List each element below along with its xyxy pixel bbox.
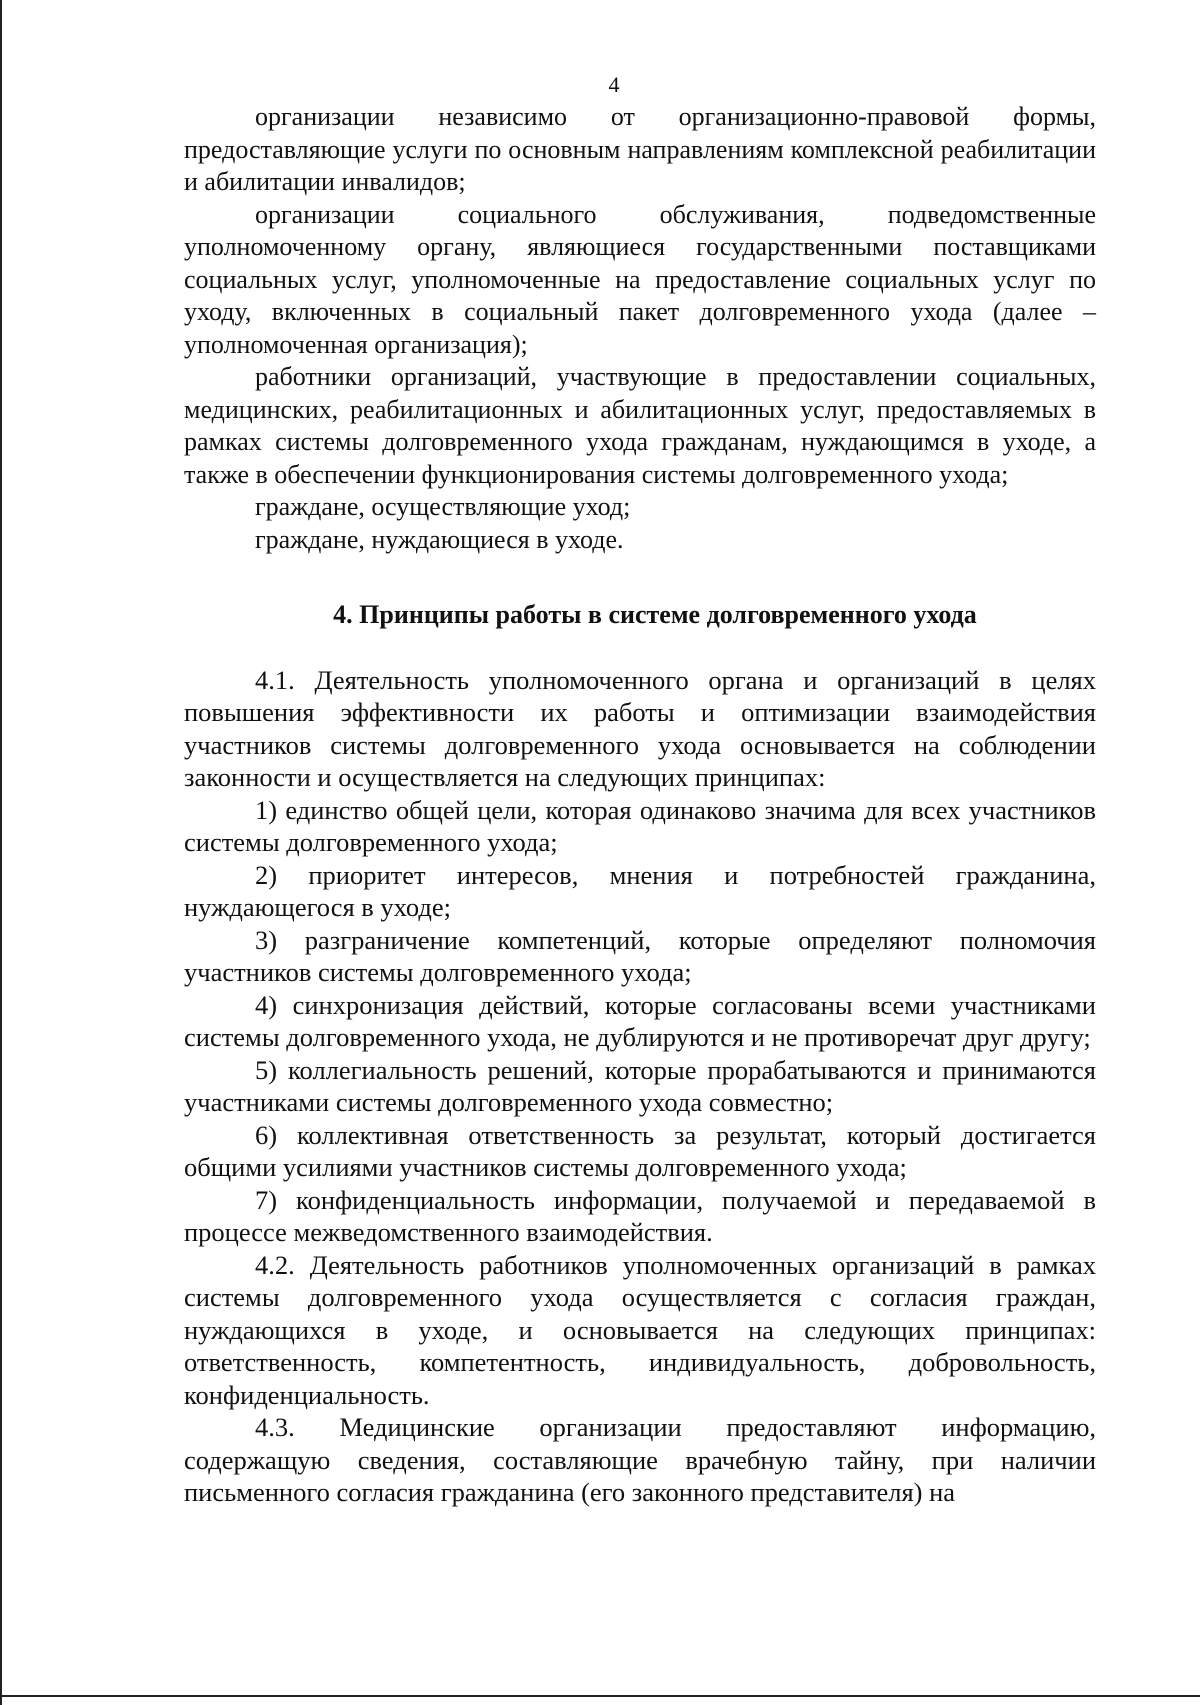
list-item: 7) конфиденциальность информации, получаемой и передаваемой в процессе межведомственного взаимодействия. — [184, 1184, 1096, 1247]
paragraph: организации социального обслуживания, подведомственные уполномоченному органу, являющиеся государственными поставщиками социальных услуг, уполномоченные на предоставление социальных услуг по уходу, включенных в социальный пакет долговременного ухода (далее – уполномоченная организация); — [184, 199, 1096, 359]
scan-edge-bottom — [0, 1695, 1200, 1697]
paragraph: 4.2. Деятельность работников уполномоченных организаций в рамках системы долговременного ухода осуществляется с согласия граждан, нуждающихся в уходе, и основывается на следующих принципах: ответственность, компетентность, индивидуальность, добровольность, конфиденциальность. — [184, 1249, 1096, 1410]
list-item: 1) единство общей цели, которая одинаково значима для всех участников системы долговременного ухода; — [184, 794, 1096, 857]
paragraph: граждане, осуществляющие уход; — [255, 492, 631, 521]
list-item: 5) коллегиальность решений, которые прорабатываются и принимаются участниками системы долговременного ухода совместно; — [184, 1054, 1096, 1117]
page-number: 4 — [608, 72, 620, 97]
list-item: 3) разграничение компетенций, которые определяют полномочия участников системы долговременного ухода; — [184, 924, 1096, 987]
document-body — [184, 101, 1096, 1509]
paragraph: работники организаций, участвующие в предоставлении социальных, медицинских, реабилитационных и абилитационных услуг, предоставляемых в рамках системы долговременного ухода гражданам, нуждающимся в уходе, а также в обеспечении функционирования системы долговременного ухода; — [184, 362, 1096, 489]
section-heading: 4. Принципы работы в системе долговременного ухода — [333, 600, 977, 629]
paragraph: граждане, нуждающиеся в уходе. — [255, 524, 624, 554]
list-item: 6) коллективная ответственность за результат, который достигается общими усилиями участников системы долговременного ухода; — [184, 1119, 1096, 1182]
paragraph: 4.1. Деятельность уполномоченного органа и организаций в целях повышения эффективности их работы и оптимизации взаимодействия участников системы долговременного ухода основывается на соблюдении законности и осуществляется на следующих принципах: — [184, 664, 1096, 792]
list-item: 2) приоритет интересов, мнения и потребностей гражданина, нуждающегося в уходе; — [184, 859, 1096, 922]
section-4-body — [184, 664, 1096, 1509]
paragraph: 4.3. Медицинские организации предоставляют информацию, содержащую сведения, составляющие врачебную тайну, при наличии письменного согласия гражданина (его законного представителя) на — [184, 1412, 1096, 1507]
list-item: 4) синхронизация действий, которые согласованы всеми участниками системы долговременного ухода, не дублируются и не противоречат друг другу; — [184, 989, 1096, 1052]
paragraph: организации независимо от организационно-правовой формы, предоставляющие услуги по основным направлениям комплексной реабилитации и абилитации инвалидов; — [184, 102, 1096, 196]
scan-edge-left — [0, 0, 2, 1705]
